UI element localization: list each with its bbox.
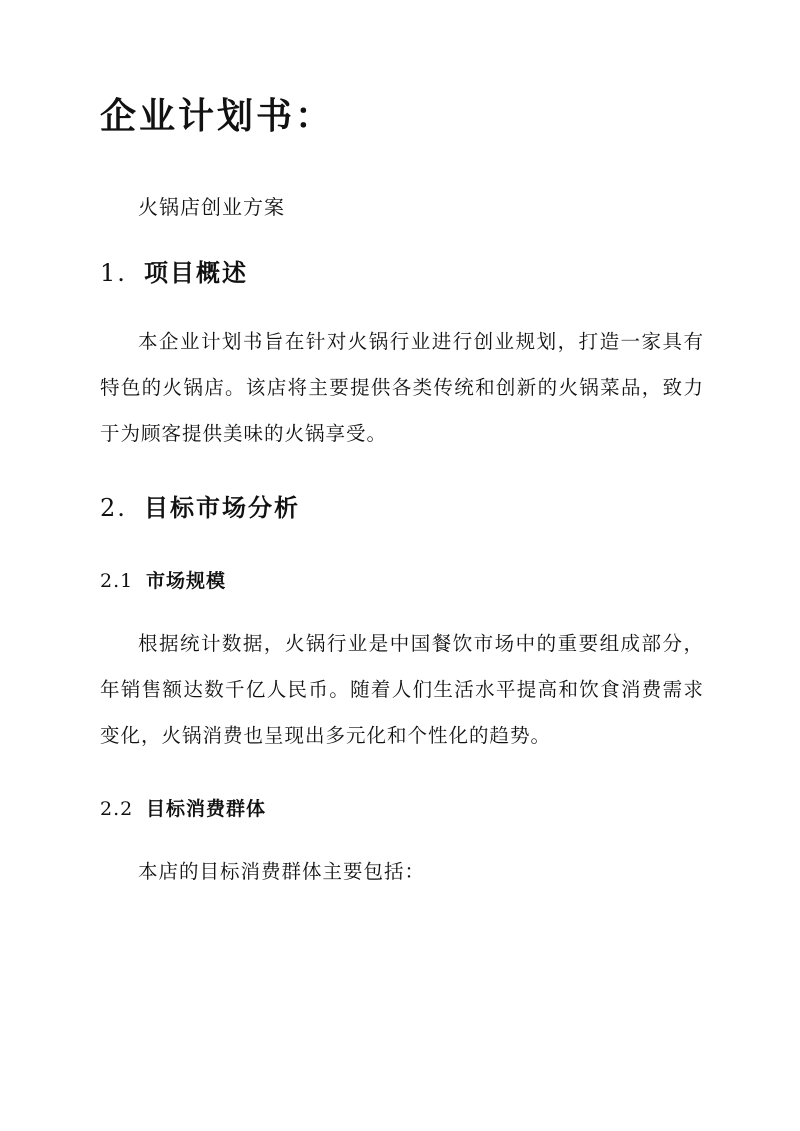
subsection-number: 2.2 bbox=[100, 798, 134, 820]
section-title: 项目概述 bbox=[144, 258, 248, 287]
document-title: 企业计划书： bbox=[100, 95, 335, 137]
subsection-title: 目标消费群体 bbox=[146, 798, 267, 820]
document-subtitle: 火锅店创业方案 bbox=[138, 195, 285, 219]
subsection-title: 市场规模 bbox=[146, 570, 227, 592]
subsection-paragraph-2-1: 根据统计数据，火锅行业是中国餐饮市场中的重要组成部分，年销售额达数千亿人民币。随着人们生活水平提高和饮食消费需求变化，火锅消费也呈现出多元化和个性化的趋势。 bbox=[100, 632, 704, 747]
subsection-paragraph-2-2: 本店的目标消费群体主要包括： bbox=[138, 860, 426, 883]
subsection-heading-2-1 bbox=[100, 567, 226, 595]
section-number: 1. bbox=[100, 259, 127, 287]
subsection-number: 2.1 bbox=[100, 570, 134, 592]
section-heading-1 bbox=[100, 256, 248, 290]
section-title: 目标市场分析 bbox=[144, 493, 300, 522]
section-paragraph-1: 本企业计划书旨在针对火锅行业进行创业规划，打造一家具有特色的火锅店。该店将主要提供各类传统和创新的火锅菜品，致力于为顾客提供美味的火锅享受。 bbox=[100, 330, 704, 445]
section-heading-2 bbox=[100, 491, 300, 525]
section-number: 2. bbox=[100, 494, 127, 522]
subsection-heading-2-2 bbox=[100, 795, 266, 823]
